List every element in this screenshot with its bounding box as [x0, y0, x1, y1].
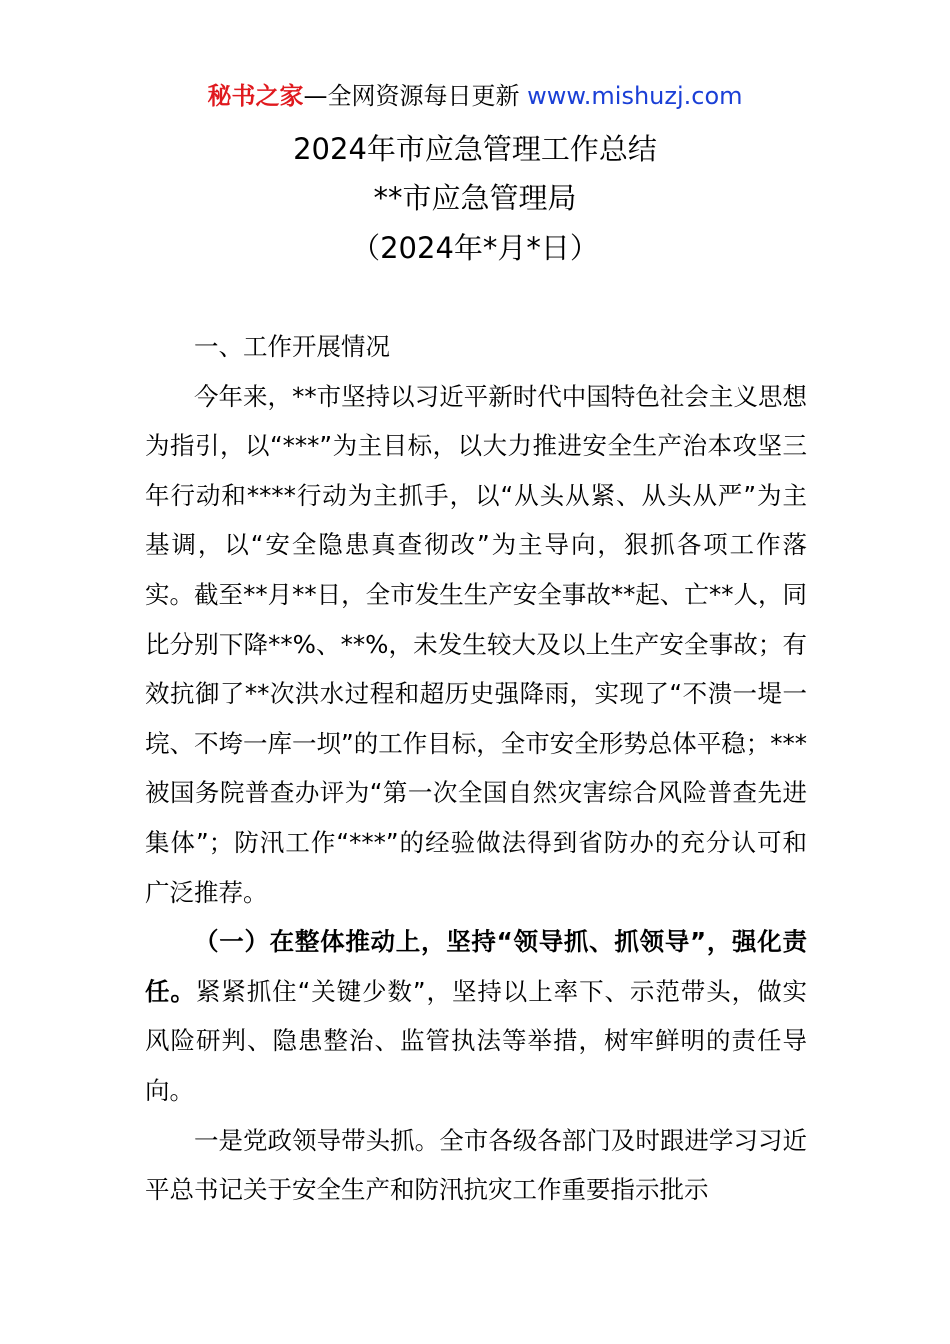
banner-site-link[interactable]: www.mishuzj.com — [527, 82, 743, 110]
body-paragraph: 今年来，**市坚持以习近平新时代中国特色社会主义思想为指引，以“***”为主目标，以大力推进安全生产治本攻坚三年行动和****行动为主抓手，以“从头从紧、从头从严”为主基调，以“安全隐患真查彻改”为主导向，狠抓各项工作落实。截至**月**日，全市发生生产安全事故**起、亡**人，同比分别下降**%、**%，未发生较大及以上生产安全事故；有效抗御了**次洪水过程和超历史强降雨，实现了“不溃一堤一垸、不垮一库一坝”的工作目标，全市安全形势总体平稳；***被国务院普查办评为“第一次全国自然灾害综合风险普查先进集体”；防汛工作“***”的经验做法得到省防办的充分认可和广泛推荐。 — [145, 381, 807, 907]
document-date: （2024年*月*日） — [351, 231, 599, 265]
banner-tagline: —全网资源每日更新 — [303, 82, 520, 110]
site-banner — [0, 78, 950, 114]
banner-brand: 秘书之家 — [207, 82, 304, 110]
body-paragraph-subsection — [145, 917, 807, 1115]
document-body — [145, 322, 807, 1215]
section-heading: 一、工作开展情况 — [194, 332, 390, 361]
body-paragraph: 一是党政领导带头抓。全市各级各部门及时跟进学习习近平总书记关于安全生产和防汛抗灾工作重要指示批示 — [145, 1125, 807, 1205]
document-title: 2024年市应急管理工作总结 — [293, 132, 657, 166]
subsection-heading: （一）在整体推动上，坚持“领导抓、抓领导”，强化责任。 — [145, 927, 807, 1006]
document-organization: **市应急管理局 — [373, 181, 577, 215]
subsection-text: 紧紧抓住“关键少数”，坚持以上率下、示范带头，做实风险研判、隐患整治、监管执法等举措，树牢鲜明的责任导向。 — [145, 976, 807, 1105]
